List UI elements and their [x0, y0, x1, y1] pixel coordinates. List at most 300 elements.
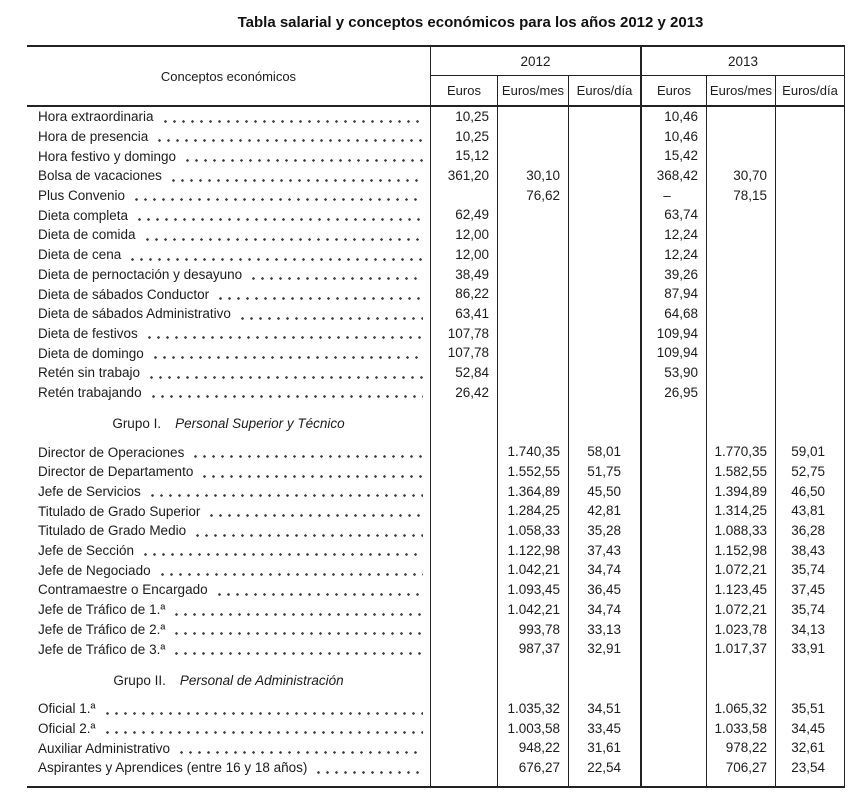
table-row	[27, 166, 845, 186]
value-cell-2012-euros: 107,78	[430, 324, 497, 344]
value-cell-2013-euros	[640, 541, 706, 561]
value-cell-2012-euros-dia: 51,75	[568, 462, 640, 482]
concept-label-cell	[27, 639, 430, 659]
value-cell-2013-euros-dia	[775, 265, 845, 285]
value-cell-2013-euros-dia: 32,61	[775, 738, 845, 758]
value-cell-2013-euros-dia	[775, 166, 845, 186]
value-cell-2012-euros-mes: 1.093,45	[497, 580, 568, 600]
value-cell-2012-euros	[430, 442, 497, 462]
concept-label-cell	[27, 521, 430, 541]
value-cell-2013-euros	[640, 442, 706, 462]
table-row	[27, 186, 845, 206]
concept-label-cell	[27, 127, 430, 147]
value-cell-2013-euros: 87,94	[640, 284, 706, 304]
value-cell-2013-euros: 63,74	[640, 205, 706, 225]
value-cell-2013-euros-dia	[775, 383, 845, 403]
value-cell-2012-euros-dia	[568, 383, 640, 403]
value-cell-2013-euros-dia: 52,75	[775, 462, 845, 482]
dot-leader	[103, 719, 423, 739]
row-label: Titulado de Grado Superior	[38, 503, 201, 519]
value-cell-2012-euros-mes	[497, 146, 568, 166]
value-cell-2012-euros	[430, 699, 497, 719]
value-cell-2013-euros-dia: 43,81	[775, 501, 845, 521]
value-cell-2012-euros-mes: 1.122,98	[497, 541, 568, 561]
table-row	[27, 304, 845, 324]
value-cell-2013-euros-mes: 1.770,35	[706, 442, 775, 462]
value-cell-2012-euros-mes: 676,27	[497, 758, 568, 778]
row-label: Jefe de Servicios	[38, 484, 141, 500]
salary-table	[27, 45, 845, 788]
value-cell-2012-euros-mes: 1.284,25	[497, 501, 568, 521]
concepts-header-label: Conceptos económicos	[160, 68, 297, 84]
value-cell-2012-euros-mes	[497, 205, 568, 225]
table-row	[27, 580, 845, 600]
value-cell-2012-euros-dia: 31,61	[568, 738, 640, 758]
concepts-header-cell	[27, 47, 430, 105]
value-cell-2013-euros-mes: 1.033,58	[706, 719, 775, 739]
value-cell-2013-euros-dia	[775, 343, 845, 363]
table-row	[27, 442, 845, 462]
value-cell-2013-euros-mes: 1.017,37	[706, 639, 775, 659]
value-cell-2012-euros: 10,25	[430, 127, 497, 147]
dot-leader	[207, 501, 423, 521]
value-cell-2013-euros-mes: 1.123,45	[706, 580, 775, 600]
value-cell-2012-euros: 86,22	[430, 284, 497, 304]
value-cell-2012-euros-dia	[568, 778, 640, 786]
value-cell-2012-euros-dia	[568, 284, 640, 304]
value-cell-2012-euros: 12,00	[430, 245, 497, 265]
row-label: Dieta de sábados Conductor	[38, 286, 210, 302]
dot-leader	[143, 225, 423, 245]
value-cell-2012-euros	[430, 482, 497, 502]
row-label: Jefe de Tráfico de 2.ª	[38, 621, 166, 637]
value-cell-2012-euros-dia	[568, 225, 640, 245]
concept-label-cell	[27, 304, 430, 324]
value-cell-2013-euros-dia	[775, 659, 845, 699]
value-cell-2013-euros	[640, 639, 706, 659]
value-cell-2012-euros-mes: 1.035,32	[497, 699, 568, 719]
value-cell-2012-euros: 26,42	[430, 383, 497, 403]
value-cell-2013-euros-mes	[706, 225, 775, 245]
value-cell-2012-euros-mes	[497, 778, 568, 786]
row-label: Dieta de sábados Administrativo	[38, 306, 231, 322]
year-2012-header: 2012	[430, 47, 640, 76]
dot-leader	[193, 521, 423, 541]
concept-label-cell	[27, 442, 430, 462]
value-cell-2013-euros-dia	[775, 146, 845, 166]
value-cell-2013-euros	[640, 501, 706, 521]
value-cell-2012-euros	[430, 521, 497, 541]
value-cell-2012-euros-dia	[568, 205, 640, 225]
value-cell-2013-euros-dia	[775, 324, 845, 344]
concept-label-cell	[27, 699, 430, 719]
value-cell-2013-euros-mes	[706, 343, 775, 363]
value-cell-2013-euros-mes: 1.072,21	[706, 600, 775, 620]
concept-label-cell	[27, 166, 430, 186]
value-cell-2012-euros-mes	[497, 383, 568, 403]
value-cell-2012-euros-mes	[497, 245, 568, 265]
value-cell-2013-euros-dia: 35,74	[775, 600, 845, 620]
value-cell-2013-euros-dia: 38,43	[775, 541, 845, 561]
section-group-name: Personal de Administración	[179, 672, 344, 688]
value-cell-2012-euros-dia	[568, 363, 640, 383]
value-cell-2013-euros-mes: 978,22	[706, 738, 775, 758]
value-cell-2012-euros-dia: 34,74	[568, 600, 640, 620]
row-label: Oficial 2.ª	[38, 720, 96, 736]
value-cell-2012-euros-mes	[497, 343, 568, 363]
unit-header-2013-euros: Euros	[640, 76, 706, 105]
value-cell-2012-euros-dia	[568, 402, 640, 442]
row-label: Bolsa de vacaciones	[38, 168, 162, 184]
value-cell-2013-euros-mes: 706,27	[706, 758, 775, 778]
concept-label-cell	[27, 363, 430, 383]
section-group-label: Grupo II.	[113, 672, 166, 688]
value-cell-2013-euros: –	[640, 186, 706, 206]
unit-header-2013-euros-dia: Euros/día	[775, 76, 845, 105]
value-cell-2013-euros-dia: 35,74	[775, 560, 845, 580]
value-cell-2012-euros-mes: 1.042,21	[497, 560, 568, 580]
concept-label-cell	[27, 560, 430, 580]
concept-label-cell	[27, 738, 430, 758]
value-cell-2013-euros-mes: 1.314,25	[706, 501, 775, 521]
dot-leader	[147, 363, 423, 383]
concept-label-cell	[27, 758, 430, 778]
value-cell-2013-euros	[640, 462, 706, 482]
value-cell-2013-euros	[640, 778, 706, 786]
value-cell-2012-euros-dia	[568, 304, 640, 324]
concept-label-cell	[27, 146, 430, 166]
value-cell-2013-euros-dia	[775, 245, 845, 265]
row-label: Aspirantes y Aprendices (entre 16 y 18 años)	[38, 760, 308, 776]
value-cell-2013-euros-mes	[706, 402, 775, 442]
value-cell-2013-euros-mes	[706, 146, 775, 166]
value-cell-2013-euros-dia	[775, 778, 845, 786]
value-cell-2012-euros-mes: 1.740,35	[497, 442, 568, 462]
row-label: Dieta de pernoctación y desayuno	[38, 266, 243, 282]
dot-leader	[148, 482, 423, 502]
table-row	[27, 146, 845, 166]
value-cell-2012-euros	[430, 719, 497, 739]
value-cell-2013-euros-mes	[706, 107, 775, 127]
row-label: Retén sin trabajo	[38, 365, 141, 381]
row-label: Jefe de Negociado	[38, 562, 151, 578]
value-cell-2012-euros-dia	[568, 245, 640, 265]
value-cell-2013-euros	[640, 402, 706, 442]
value-cell-2013-euros-dia	[775, 402, 845, 442]
dot-leader	[155, 127, 423, 147]
value-cell-2012-euros-mes	[497, 127, 568, 147]
concept-label-cell	[27, 186, 430, 206]
dot-leader	[215, 580, 423, 600]
value-cell-2013-euros-mes	[706, 265, 775, 285]
value-cell-2012-euros	[430, 639, 497, 659]
table-row	[27, 560, 845, 580]
value-cell-2013-euros-dia	[775, 127, 845, 147]
value-cell-2013-euros-dia	[775, 225, 845, 245]
value-cell-2013-euros: 109,94	[640, 324, 706, 344]
row-label: Director de Operaciones	[38, 444, 185, 460]
value-cell-2013-euros	[640, 659, 706, 699]
value-cell-2013-euros-dia: 59,01	[775, 442, 845, 462]
value-cell-2012-euros-dia: 33,13	[568, 620, 640, 640]
table-row	[27, 284, 845, 304]
value-cell-2012-euros-mes	[497, 107, 568, 127]
row-label: Dieta completa	[38, 207, 129, 223]
dot-leader	[141, 541, 423, 561]
value-cell-2012-euros	[430, 462, 497, 482]
value-cell-2013-euros	[640, 699, 706, 719]
value-cell-2013-euros: 368,42	[640, 166, 706, 186]
concept-label-cell	[27, 225, 430, 245]
dot-leader	[177, 738, 423, 758]
value-cell-2013-euros-dia	[775, 284, 845, 304]
table-row	[27, 107, 845, 127]
value-cell-2013-euros: 12,24	[640, 245, 706, 265]
value-cell-2012-euros-mes: 1.058,33	[497, 521, 568, 541]
value-cell-2013-euros-mes	[706, 127, 775, 147]
table-row	[27, 600, 845, 620]
value-cell-2012-euros: 38,49	[430, 265, 497, 285]
value-cell-2012-euros-dia	[568, 166, 640, 186]
value-cell-2013-euros-mes: 1.065,32	[706, 699, 775, 719]
value-cell-2012-euros: 63,41	[430, 304, 497, 324]
value-cell-2013-euros: 12,24	[640, 225, 706, 245]
value-cell-2013-euros-mes	[706, 324, 775, 344]
value-cell-2013-euros-dia	[775, 304, 845, 324]
concept-label-cell	[27, 383, 430, 403]
concept-label-cell	[27, 541, 430, 561]
value-cell-2012-euros	[430, 758, 497, 778]
bottom-spacer-label	[27, 778, 430, 786]
row-label: Titulado de Grado Medio	[38, 523, 187, 539]
concept-label-cell	[27, 482, 430, 502]
value-cell-2012-euros-dia	[568, 265, 640, 285]
table-row	[27, 245, 845, 265]
value-cell-2012-euros-dia	[568, 146, 640, 166]
value-cell-2012-euros-mes: 1.364,89	[497, 482, 568, 502]
row-label: Jefe de Tráfico de 1.ª	[38, 602, 166, 618]
value-cell-2012-euros-dia: 36,45	[568, 580, 640, 600]
value-cell-2013-euros: 10,46	[640, 127, 706, 147]
dot-leader	[132, 186, 423, 206]
row-label: Contramaestre o Encargado	[38, 582, 208, 598]
value-cell-2013-euros-dia: 36,28	[775, 521, 845, 541]
dot-leader	[314, 758, 423, 778]
value-cell-2012-euros-dia: 45,50	[568, 482, 640, 502]
value-cell-2012-euros	[430, 560, 497, 580]
value-cell-2012-euros	[430, 620, 497, 640]
table-row	[27, 383, 845, 403]
value-cell-2013-euros	[640, 600, 706, 620]
row-label: Dieta de comida	[38, 227, 136, 243]
value-cell-2013-euros: 109,94	[640, 343, 706, 363]
table-row	[27, 363, 845, 383]
dot-leader	[172, 639, 423, 659]
value-cell-2012-euros-mes	[497, 225, 568, 245]
value-cell-2012-euros-dia: 37,43	[568, 541, 640, 561]
row-label: Hora festivo y domingo	[38, 148, 177, 164]
row-label: Dieta de festivos	[38, 325, 138, 341]
value-cell-2013-euros-dia: 37,45	[775, 580, 845, 600]
row-label: Retén trabajando	[38, 384, 142, 400]
value-cell-2013-euros-mes	[706, 659, 775, 699]
table-row	[27, 738, 845, 758]
table-row	[27, 699, 845, 719]
value-cell-2013-euros-mes: 1.088,33	[706, 521, 775, 541]
table-row	[27, 719, 845, 739]
value-cell-2013-euros: 26,95	[640, 383, 706, 403]
value-cell-2012-euros	[430, 501, 497, 521]
row-label: Jefe de Tráfico de 3.ª	[38, 641, 166, 657]
value-cell-2012-euros-mes: 1.003,58	[497, 719, 568, 739]
value-cell-2013-euros	[640, 738, 706, 758]
year-2013-header: 2013	[640, 47, 845, 76]
value-cell-2013-euros-mes	[706, 245, 775, 265]
dot-leader	[200, 462, 423, 482]
value-cell-2013-euros: 64,68	[640, 304, 706, 324]
value-cell-2012-euros-mes	[497, 284, 568, 304]
value-cell-2012-euros	[430, 541, 497, 561]
value-cell-2012-euros-dia: 33,45	[568, 719, 640, 739]
value-cell-2012-euros	[430, 600, 497, 620]
concept-label-cell	[27, 719, 430, 739]
bottom-spacer-row	[27, 778, 845, 786]
value-cell-2012-euros	[430, 580, 497, 600]
table-row	[27, 620, 845, 640]
table-header	[27, 47, 845, 107]
value-cell-2012-euros-dia: 58,01	[568, 442, 640, 462]
table-row	[27, 758, 845, 778]
value-cell-2012-euros	[430, 402, 497, 442]
dot-leader	[238, 304, 423, 324]
value-cell-2012-euros-dia	[568, 324, 640, 344]
value-cell-2013-euros-dia: 35,51	[775, 699, 845, 719]
row-label: Hora extraordinaria	[38, 109, 154, 125]
dot-leader	[151, 343, 423, 363]
table-row	[27, 462, 845, 482]
row-label: Auxiliar Administrativo	[38, 740, 171, 756]
value-cell-2012-euros: 361,20	[430, 166, 497, 186]
concept-label-cell	[27, 245, 430, 265]
unit-header-2012-euros: Euros	[430, 76, 497, 105]
table-row	[27, 482, 845, 502]
dot-leader	[191, 442, 423, 462]
dot-leader	[172, 620, 423, 640]
value-cell-2013-euros-mes	[706, 304, 775, 324]
row-label: Plus Convenio	[38, 188, 126, 204]
table-row	[27, 639, 845, 659]
concept-label-cell	[27, 501, 430, 521]
value-cell-2012-euros	[430, 738, 497, 758]
value-cell-2013-euros-mes: 1.394,89	[706, 482, 775, 502]
concept-label-cell	[27, 265, 430, 285]
value-cell-2012-euros-dia: 34,51	[568, 699, 640, 719]
value-cell-2013-euros-mes	[706, 778, 775, 786]
section-group-label: Grupo I.	[112, 416, 162, 432]
value-cell-2013-euros-dia: 34,13	[775, 620, 845, 640]
value-cell-2012-euros-dia: 32,91	[568, 639, 640, 659]
concept-label-cell	[27, 600, 430, 620]
concept-label-cell	[27, 620, 430, 640]
value-cell-2013-euros-mes: 78,15	[706, 186, 775, 206]
value-cell-2012-euros-dia	[568, 343, 640, 363]
value-cell-2012-euros-mes: 1.042,21	[497, 600, 568, 620]
section-heading-row	[27, 659, 845, 699]
dot-leader	[161, 107, 423, 127]
concept-label-cell	[27, 205, 430, 225]
value-cell-2013-euros-dia	[775, 363, 845, 383]
value-cell-2013-euros: 10,46	[640, 107, 706, 127]
value-cell-2013-euros-dia	[775, 186, 845, 206]
value-cell-2013-euros-mes: 1.582,55	[706, 462, 775, 482]
value-cell-2012-euros-mes	[497, 659, 568, 699]
value-cell-2012-euros: 12,00	[430, 225, 497, 245]
value-cell-2012-euros-mes: 987,37	[497, 639, 568, 659]
value-cell-2013-euros	[640, 521, 706, 541]
table-row	[27, 501, 845, 521]
value-cell-2013-euros	[640, 580, 706, 600]
value-cell-2012-euros: 52,84	[430, 363, 497, 383]
unit-header-2012-euros-dia: Euros/día	[568, 76, 640, 105]
dot-leader	[169, 166, 423, 186]
unit-header-2012-euros-mes: Euros/mes	[497, 76, 568, 105]
value-cell-2012-euros-mes: 30,10	[497, 166, 568, 186]
value-cell-2012-euros-mes	[497, 265, 568, 285]
row-label: Jefe de Sección	[38, 543, 135, 559]
value-cell-2012-euros-dia	[568, 127, 640, 147]
value-cell-2013-euros-mes	[706, 205, 775, 225]
value-cell-2013-euros: 15,42	[640, 146, 706, 166]
section-heading-row	[27, 402, 845, 442]
section-heading	[27, 402, 430, 442]
section-group-name: Personal Superior y Técnico	[175, 416, 345, 432]
value-cell-2013-euros-dia	[775, 205, 845, 225]
table-row	[27, 541, 845, 561]
value-cell-2013-euros-mes: 1.152,98	[706, 541, 775, 561]
value-cell-2012-euros-mes: 76,62	[497, 186, 568, 206]
value-cell-2012-euros: 15,12	[430, 146, 497, 166]
value-cell-2013-euros: 53,90	[640, 363, 706, 383]
value-cell-2012-euros-mes	[497, 324, 568, 344]
value-cell-2013-euros-dia: 46,50	[775, 482, 845, 502]
value-cell-2013-euros-dia: 23,54	[775, 758, 845, 778]
value-cell-2012-euros-dia: 35,28	[568, 521, 640, 541]
value-cell-2013-euros-mes	[706, 284, 775, 304]
table-body	[27, 107, 845, 786]
value-cell-2012-euros-mes	[497, 363, 568, 383]
value-cell-2012-euros-dia: 22,54	[568, 758, 640, 778]
concept-label-cell	[27, 462, 430, 482]
value-cell-2013-euros-dia: 34,45	[775, 719, 845, 739]
value-cell-2012-euros: 10,25	[430, 107, 497, 127]
dot-leader	[216, 284, 423, 304]
value-cell-2013-euros-mes	[706, 363, 775, 383]
value-cell-2013-euros	[640, 560, 706, 580]
dot-leader	[145, 324, 423, 344]
table-row	[27, 265, 845, 285]
value-cell-2012-euros-mes	[497, 304, 568, 324]
value-cell-2012-euros	[430, 186, 497, 206]
page-title: Tabla salarial y conceptos económicos para los años 2012 y 2013	[237, 14, 704, 31]
table-row	[27, 324, 845, 344]
dot-leader	[128, 245, 423, 265]
row-label: Dieta de domingo	[38, 345, 144, 361]
dot-leader	[149, 383, 423, 403]
row-label: Director de Departamento	[38, 464, 194, 480]
concept-label-cell	[27, 107, 430, 127]
value-cell-2012-euros-mes: 1.552,55	[497, 462, 568, 482]
value-cell-2012-euros	[430, 659, 497, 699]
